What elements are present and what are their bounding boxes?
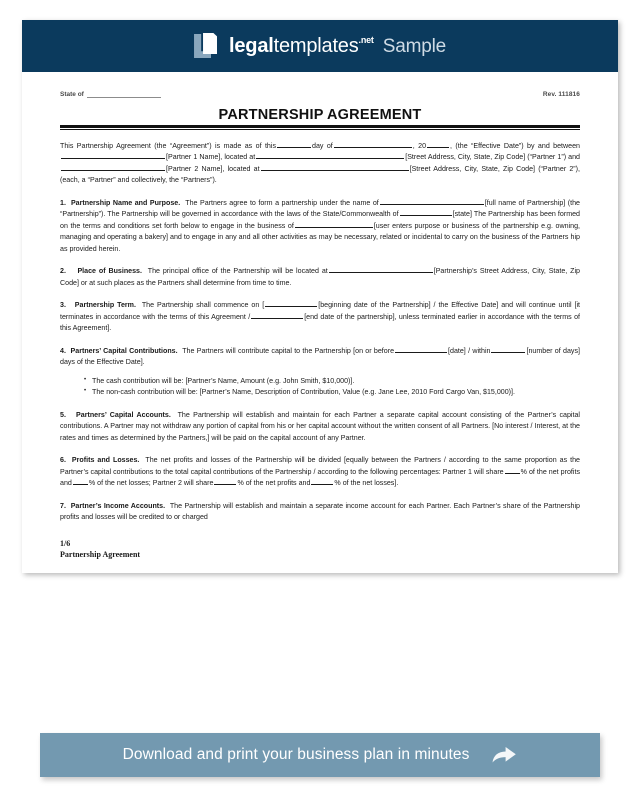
section-1-text-2: [full name of Partnership] (the “Partnership”). The Partnership will be governed in accordance with the laws of the State/Commonwealth of xyxy=(60,198,580,219)
brand-legal-text: legal xyxy=(229,35,274,57)
blank-day xyxy=(277,141,311,148)
blank-state xyxy=(400,210,452,217)
cta-label: Download and print your business plan in minutes xyxy=(122,746,470,763)
section-2-text-2: [Partnership’s Street Address, City, State, Zip Code] or at such places as the Partners shall determine from time to time. xyxy=(60,267,580,287)
forward-arrow-icon xyxy=(491,745,517,765)
section-2 xyxy=(60,266,580,289)
legaltemplates-l-logo-icon xyxy=(194,33,220,59)
blank-number-of-days xyxy=(491,346,525,353)
blank-partnership-name xyxy=(380,198,484,205)
brand-templates-text: templates xyxy=(273,35,359,57)
section-6-heading: Profits and Losses. xyxy=(71,456,140,465)
section-2-heading: Place of Business. xyxy=(77,267,142,276)
blank-partner2-name xyxy=(61,164,165,171)
section-5-heading: Partners’ Capital Accounts. xyxy=(76,410,171,419)
list-item: • The non-cash contribution will be: [Partner’s Name, Description of Contribution, Value (e.g. Jane Lee, 2010 Ford Cargo Van, $15,000)]. xyxy=(60,387,580,398)
section-1-text-4: [user enters purpose or business of the partnership e.g. owning, managing and operating a bakery] and to engage in any and all other activities as may be necessary, related or incidental to carry on the business of the Partners hip as provided herein. xyxy=(60,221,580,253)
state-of-label: State of xyxy=(60,91,84,98)
intro-text-d: , (the “Effective Date”) by and between xyxy=(450,142,580,150)
blank-contribution-date xyxy=(395,346,447,353)
section-3-number: 3. xyxy=(60,301,66,310)
blank-p2-profit-pct xyxy=(214,479,236,486)
section-4-heading: Partners’ Capital Contributions. xyxy=(70,346,178,355)
blank-year xyxy=(427,141,449,148)
revision-label: Rev. 111816 xyxy=(542,91,580,98)
section-7-text-1: The Partnership will establish and maintain a separate income account for each Partner. Each Partner’s share of the Partnership profits and losses will be credited to or charged xyxy=(60,501,580,522)
section-6-text-2: % of the net profits and xyxy=(60,467,580,488)
section-4-text-2: [date] / within xyxy=(448,346,491,355)
section-6-text-4: % of the net profits and xyxy=(237,479,311,488)
footer-document-name: Partnership Agreement xyxy=(60,550,141,560)
section-3 xyxy=(60,300,580,334)
section-7 xyxy=(60,501,580,524)
cta-content xyxy=(123,745,518,765)
intro-text-e: [Partner 1 Name], located at xyxy=(166,153,256,162)
section-7-number: 7. xyxy=(60,501,66,510)
brand-wordmark xyxy=(229,36,446,56)
blank-p1-profit-pct xyxy=(505,467,520,474)
section-4-text-1: The Partners will contribute capital to the Partnership [on or before xyxy=(182,346,395,355)
section-5-text-1: The Partnership will establish and maintain for each Partner a separate capital account consisting of the Partner’s capital contributions. A Partner may not withdraw any portion of capital from his or her capital account without the written consent of all Partners. [No interest / Interest, at the rates and times as determined by the Partners,] will be paid on the capital account of any Partner. xyxy=(60,410,580,442)
intro-text-g: [Partner 2 Name], located at xyxy=(166,164,260,173)
state-of-blank xyxy=(87,90,161,98)
blank-p2-loss-pct xyxy=(311,479,333,486)
section-4-text-3: [number of days] days of the Effective Date]. xyxy=(60,346,580,367)
brand-tld-text: .net xyxy=(358,35,374,46)
intro-text-f: [Street Address, City, State, Zip Code] (“Partner 1”) and xyxy=(405,153,580,162)
page-number: 1/6 xyxy=(60,538,71,548)
section-5 xyxy=(60,410,580,444)
section-3-heading: Partnership Term. xyxy=(74,301,136,310)
section-4 xyxy=(60,346,580,369)
section-4-bullets xyxy=(60,376,580,399)
intro-paragraph xyxy=(60,141,580,187)
download-cta-bar[interactable] xyxy=(40,733,600,777)
section-5-number: 5. xyxy=(60,410,66,419)
brand-lockup xyxy=(194,33,446,59)
brand-header-bar xyxy=(22,20,618,72)
section-1 xyxy=(60,198,580,255)
document-footer xyxy=(60,538,580,573)
section-4-number: 4. xyxy=(60,346,66,355)
blank-partner1-name xyxy=(61,153,165,160)
section-6-text-3: % of the net losses; Partner 2 will share xyxy=(88,479,214,488)
section-1-number: 1. xyxy=(60,198,66,207)
intro-text-c: , 20 xyxy=(412,142,427,150)
section-3-text-2: [beginning date of the Partnership] / the Effective Date] and will continue until [it terminates in accordance with the terms of this Agreement / xyxy=(60,301,581,321)
section-1-text-3: [state] The Partnership has been formed on the terms and conditions set forth below to engage in the business of xyxy=(60,210,581,230)
section-1-heading: Partnership Name and Purpose. xyxy=(70,198,181,207)
list-item: • The cash contribution will be: [Partner’s Name, Amount (e.g. John Smith, $10,000)]. xyxy=(60,376,580,387)
sample-label: Sample xyxy=(382,36,446,57)
section-6 xyxy=(60,455,580,489)
blank-office-address xyxy=(329,267,433,274)
intro-text-b: day of xyxy=(312,142,333,150)
section-6-text-5: % of the net losses]. xyxy=(334,479,399,488)
document-meta-row xyxy=(60,90,580,100)
section-7-heading: Partner’s Income Accounts. xyxy=(70,501,166,510)
intro-text-a: This Partnership Agreement (the “Agreement”) is made as of this xyxy=(60,142,276,150)
blank-business-purpose xyxy=(295,221,373,228)
blank-partner1-address xyxy=(256,153,404,160)
blank-start-date xyxy=(265,301,317,308)
document-body xyxy=(22,72,618,573)
blank-p1-loss-pct xyxy=(73,479,88,486)
blank-end-date xyxy=(251,312,303,319)
state-of-field xyxy=(60,90,161,98)
blank-month xyxy=(334,141,412,148)
blank-partner2-address xyxy=(261,164,409,171)
intro-text-h: [Street Address, City, State, Zip Code] (“Partner 2”), (each, a “Partner” and collectively, the “Partners”). xyxy=(60,164,581,185)
section-2-text-1: The principal office of the Partnership will be located at xyxy=(147,267,328,276)
document-sheet xyxy=(22,20,618,573)
section-3-text-3: [end date of the partnership], unless terminated earlier in accordance with the terms of this Agreement]. xyxy=(60,312,581,333)
title-divider xyxy=(60,125,580,130)
section-6-text-1: The net profits and losses of the Partnership will be divided [equally between the Partners / according to the same proportion as the Partner’s capital contributions to the total capital contributions of the Partnership / according to the following percentages: Partner 1 will share xyxy=(60,456,580,476)
document-title: PARTNERSHIP AGREEMENT xyxy=(218,107,422,123)
logo-page-shape xyxy=(203,33,217,54)
section-2-number: 2. xyxy=(60,267,66,276)
section-1-text-1: The Partners agree to form a partnership under the name of xyxy=(185,198,379,207)
section-3-text-1: The Partnership shall commence on [ xyxy=(141,301,265,310)
section-6-number: 6. xyxy=(60,456,66,465)
